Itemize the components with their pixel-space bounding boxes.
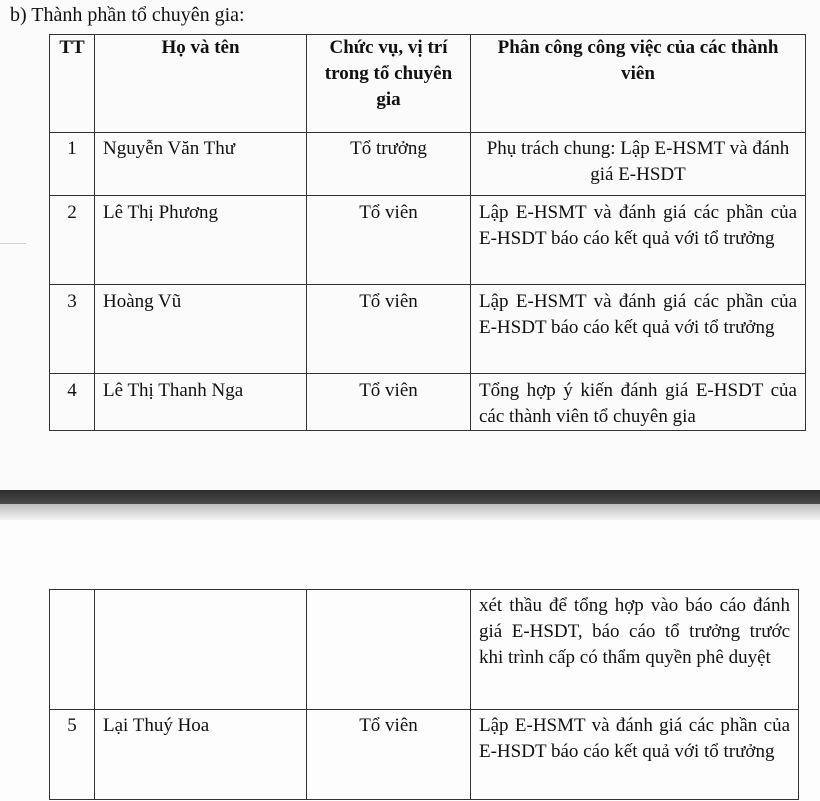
cell-role: Tổ viên: [307, 285, 471, 374]
table-header-row: [50, 35, 806, 133]
table-row: [50, 710, 799, 800]
expert-team-table-continued: [49, 589, 799, 800]
cell-task: Tổng hợp ý kiến đánh giá E-HSDT của các thành viên tổ chuyên gia: [471, 374, 806, 431]
table-row: [50, 374, 806, 431]
header-name: Họ và tên: [95, 35, 307, 133]
cell-role: Tổ viên: [307, 196, 471, 285]
cell-tt: 1: [50, 133, 95, 196]
page-edge-mark: [0, 243, 26, 244]
cell-tt: 4: [50, 374, 95, 431]
cell-task: Lập E-HSMT và đánh giá các phần của E-HSDT báo cáo kết quả với tổ trưởng: [471, 285, 806, 374]
table-row: [50, 196, 806, 285]
section-heading: b) Thành phần tổ chuyên gia:: [10, 4, 245, 26]
cell-task: xét thầu để tổng hợp vào báo cáo đánh giá E-HSDT, báo cáo tổ trưởng trước khi trình cấp có thẩm quyền phê duyệt: [471, 590, 799, 710]
cell-name: Hoàng Vũ: [95, 285, 307, 374]
table-row: [50, 590, 799, 710]
cell-task: Phụ trách chung: Lập E-HSMT và đánh giá E-HSDT: [471, 133, 806, 196]
cell-role: [307, 590, 471, 710]
cell-task: Lập E-HSMT và đánh giá các phần của E-HSDT báo cáo kết quả với tổ trưởng: [471, 710, 799, 800]
cell-name: Lê Thị Thanh Nga: [95, 374, 307, 431]
header-task: Phân công công việc của các thành viên: [471, 35, 806, 133]
cell-name: Nguyễn Văn Thư: [95, 133, 307, 196]
page-separator: [0, 490, 820, 504]
cell-name: Lại Thuý Hoa: [95, 710, 307, 800]
cell-tt: [50, 590, 95, 710]
cell-task: Lập E-HSMT và đánh giá các phần của E-HSDT báo cáo kết quả với tổ trưởng: [471, 196, 806, 285]
cell-role: Tổ trưởng: [307, 133, 471, 196]
cell-name: [95, 590, 307, 710]
expert-team-table: [49, 34, 806, 431]
cell-tt: 2: [50, 196, 95, 285]
cell-role: Tổ viên: [307, 374, 471, 431]
table-row: [50, 133, 806, 196]
cell-tt: 3: [50, 285, 95, 374]
header-tt: TT: [50, 35, 95, 133]
page-separator-shadow: [0, 504, 820, 520]
cell-role: Tổ viên: [307, 710, 471, 800]
cell-tt: 5: [50, 710, 95, 800]
header-role: Chức vụ, vị trí trong tổ chuyên gia: [307, 35, 471, 133]
cell-name: Lê Thị Phương: [95, 196, 307, 285]
table-row: [50, 285, 806, 374]
